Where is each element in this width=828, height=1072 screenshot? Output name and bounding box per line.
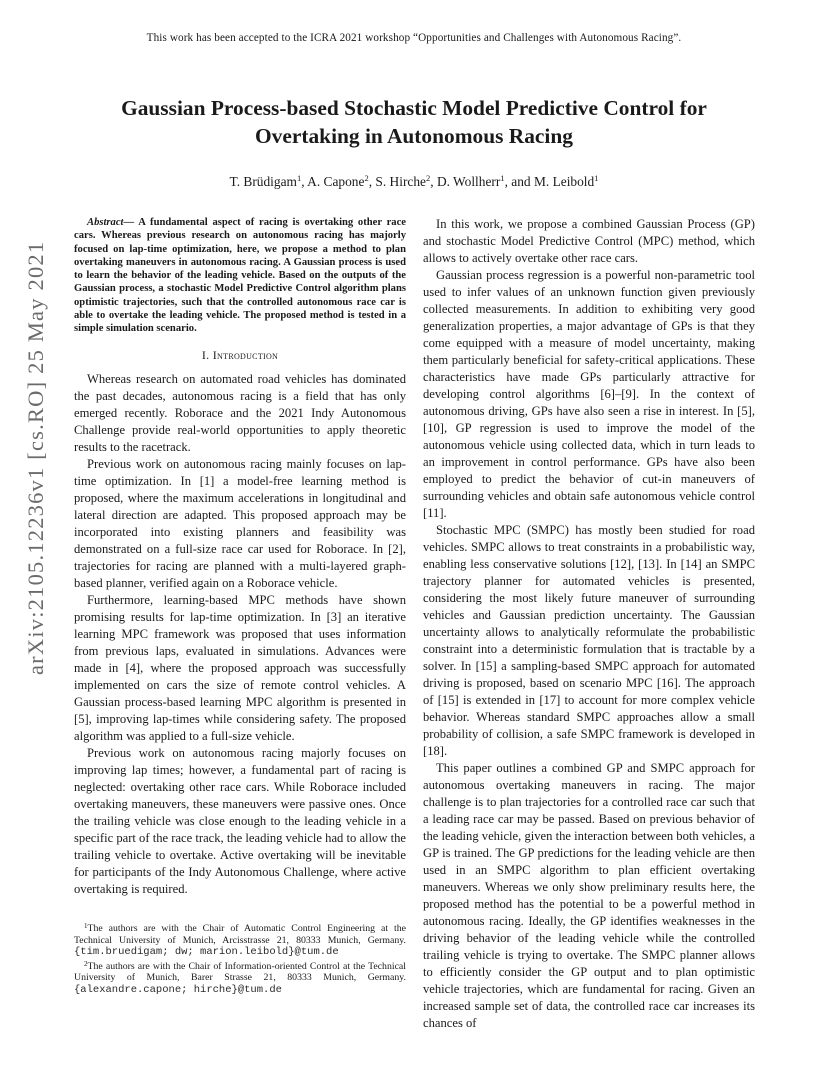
body-paragraph: Previous work on autonomous racing majorly focuses on improving lap times; however, a fundamental part of racing is neglected: overtaking other race cars. While Roborace included overtaking maneuvers, these maneuvers were passive ones. Once the trailing vehicle was close enough to the leading vehicle in a specific part of the race track, the leading vehicle had to allow the trailing vehicle to overtake. Active overtaking will be inevitable for participants of the Indy Autonomous Challenge, where active overtaking is required.: [74, 745, 406, 896]
body-paragraph: Stochastic MPC (SMPC) has mostly been studied for road vehicles. SMPC allows to treat constraints in a probabilistic way, enabling less conservative solutions [12], [13]. In [14] an SMPC trajectory planner for automated vehicles is presented, considering the most likely future maneuver of surrounding vehicles and Gaussian prediction uncertainty. The Gaussian uncertainty allows to analytically reformulate the probabilistic constraint into a deterministic formulation that is tractable by a solver. In [15] a sampling-based SMPC approach for automated driving is proposed, based on scenario MPC [16]. The approach of [15] is extended in [17] to account for more complex vehicle behavior. Whereas standard SMPC approaches allow a small probability of collision, a safe SMPC framework is developed in [18].: [423, 523, 755, 758]
author-list: T. Brüdigam$^1$, A. Capone$^2$, S. Hirche$^2$, D. Wollherr$^1$, and M. Leibold$^1$: [229, 173, 599, 189]
left-column: [74, 216, 406, 898]
footnote-affiliation-2: $^2$The authors are with the Chair of Information-oriented Control at the Technical University of Munich, Barer Strasse 21, 80333 Munich, Germany. {alexandre.capone; hirche}@tum.de: [74, 959, 406, 996]
email-list: {tim.bruedigam; dw; marion.leibold}@tum.de: [74, 946, 339, 959]
body-paragraph: This paper outlines a combined GP and SMPC approach for autonomous overtaking maneuvers in racing. The major challenge is to plan trajectories for a controlled race car such that a leading race car may be passed. Based on previous behavior of the leading vehicle, given the interaction between both vehicles, a GP is trained. The GP predictions for the leading vehicle are then used in an SMPC algorithm to plan efficient overtaking maneuvers. Whereas we only show preliminary results here, the proposed method has the potential to be a powerful method in autonomous racing. Ideally, the GP identifies weaknesses in the driving behavior of the leading vehicle while the controlled trailing vehicle is trying to overtake. The SMPC planner allows to efficiently consider the GP output and to plan optimistic vehicle trajectories, which are fundamental for racing. Given an increased sample set of data, the controlled race car increases its chances of: [423, 761, 755, 1030]
paper-title: [60, 94, 768, 150]
body-paragraph: Gaussian process regression is a powerful non-parametric tool used to infer values of an unknown function given previously collected measurements. In addition to exhibiting very good generalization properties, a major advantage of GPs is that they come equipped with a measure of model uncertainty, making them particularly beneficial for safety-critical applications. These characteristics have made GPs particularly attractive for developing control algorithms [6]–[9]. In the context of autonomous driving, GPs have also seen a rise in interest. In [5], [10], GP regression is used to improve the model of the autonomous vehicle using collected data, which in turn leads to an improvement in control performance. GPs have also been employed to predict the behavior of cut-in maneuvers of surrounding vehicles and obtain safe autonomous vehicle control [11].: [423, 268, 755, 520]
section-heading-introduction: I. Introduction: [201, 347, 279, 362]
arxiv-identifier: arXiv:2105.12236v1 [cs.RO] 25 May 2021: [23, 240, 48, 675]
abstract-label: Abstract: [87, 217, 124, 228]
author: A. Capone$^2$: [307, 173, 369, 189]
footnote-affiliation-1: $^1$The authors are with the Chair of Automatic Control Engineering at the Technical University of Munich, Arcisstrasse 21, 80333 Munich, Germany. {tim.bruedigam; dw; marion.leibold}@tum.de: [74, 922, 406, 959]
footnotes: [74, 921, 406, 997]
body-paragraph: Previous work on autonomous racing mainly focuses on lap-time optimization. In [1] a model-free learning method is proposed, where the maximum accelerations in longitudinal and lateral direction are adapted. This proposed approach may be incorporated into existing planners and feasibility was demonstrated on a full-size race car used for Roborace. In [2], trajectories for racing are planned with a multi-layered graph-based planner, verified again on a Roborace vehicle.: [74, 456, 406, 590]
email-list: {alexandre.capone; hirche}@tum.de: [74, 983, 282, 996]
author: S. Hirche$^2$: [375, 173, 431, 189]
author: T. Brüdigam$^1$: [229, 173, 302, 189]
body-paragraph: In this work, we propose a combined Gaussian Process (GP) and stochastic Model Predictive Control (MPC) method, which allows to actively overtake other race cars.: [423, 217, 755, 265]
author: D. Wollherr$^1$: [436, 173, 505, 189]
author: M. Leibold$^1$: [533, 173, 599, 189]
header-note: This work has been accepted to the ICRA 2021 workshop “Opportunities and Challenges with Autonomous Racing”.: [146, 32, 682, 44]
title-line-1: Gaussian Process-based Stochastic Model Predictive Control for: [121, 96, 707, 120]
body-paragraph: Furthermore, learning-based MPC methods have shown promising results for lap-time optimization. In [3] an iterative learning MPC framework was proposed that uses information from previous laps, evaluated in simulations. Advances were made in [4], where the proposed approach was successfully implemented on cars the size of remote control vehicles. A Gaussian process-based learning MPC algorithm is presented in [5], improving lap-times while considering safety. The proposed algorithm was applied to a full-size vehicle.: [74, 592, 406, 743]
title-line-2: Overtaking in Autonomous Racing: [255, 124, 573, 148]
abstract: [74, 216, 406, 336]
right-column: [423, 216, 755, 1032]
body-paragraph: Whereas research on automated road vehicles has dominated the past decades, autonomous racing is a field that has only emerged recently. Roborace and the 2021 Indy Autonomous Challenge provide real-world opportunities to apply theoretic results to the racetrack.: [74, 371, 406, 454]
abstract-text: — A fundamental aspect of racing is overtaking other race cars. Whereas previous research on autonomous racing has majorly focused on lap-time optimization, here, we propose a method to plan overtaking maneuvers in autonomous racing. A Gaussian process is used to learn the behavior of the leading vehicle. Based on the outputs of the Gaussian process, a stochastic Model Predictive Control algorithm plans optimistic trajectories, such that the controlled autonomous race car is able to overtake the leading vehicle. The proposed method is tested in a simple simulation scenario.: [74, 217, 406, 335]
